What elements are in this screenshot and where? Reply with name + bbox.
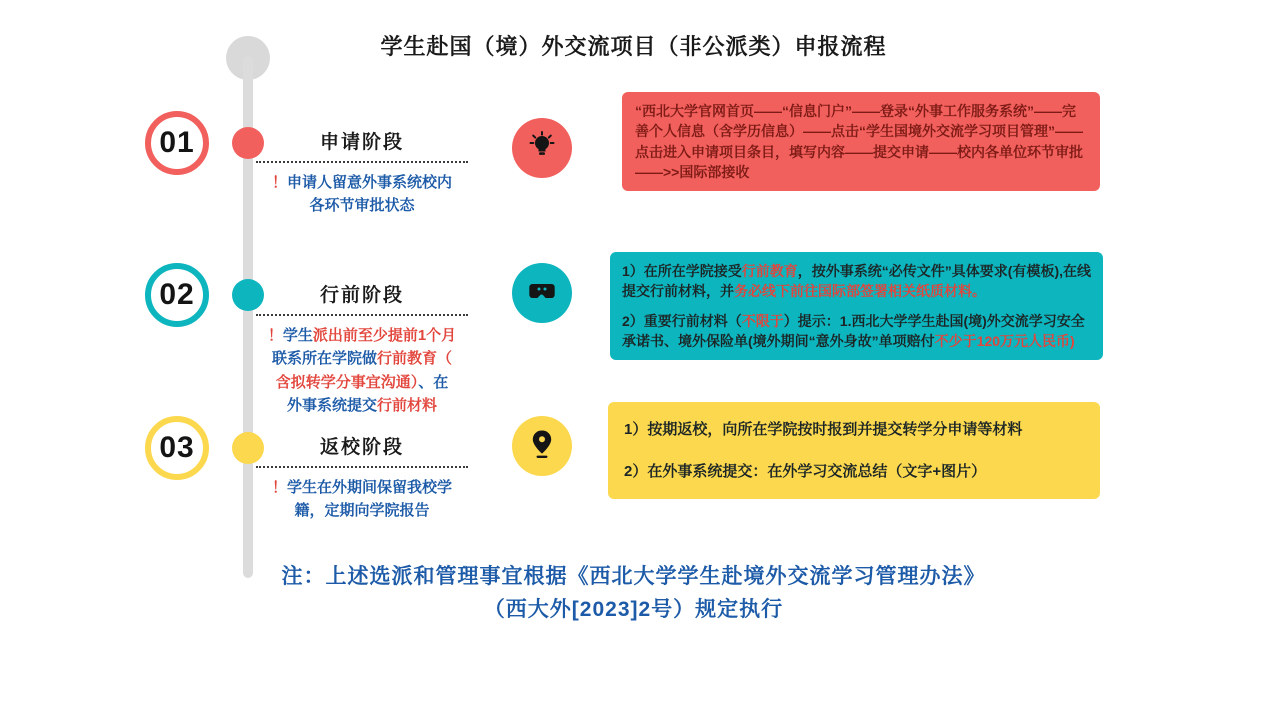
footer-note [0, 561, 1267, 626]
stage-1-info-text: “西北大学官网首页——“信息门户”——登录“外事工作服务系统”——完善个人信息（含学历信息）——点击“学生国境外交流学习项目管理”——点击进入申请项目条目，填写内容——提交申请——校内各单位环节审批——>>国际部接收 [635, 103, 1083, 180]
stage-1-number: 01 [159, 126, 195, 159]
stage-2-label-block [256, 280, 468, 417]
stage-3-icon-circle [512, 416, 572, 476]
vr-goggles-icon [525, 274, 559, 313]
location-pin-icon [525, 427, 559, 466]
footer-note-line-1: 注：上述选派和管理事宜根据《西北大学学生赴境外交流学习管理办法》 [281, 565, 986, 588]
stage-2-note: ！学生派出前至少提前1个月 联系所在学院做行前教育（ 含拟转学分事宜沟通）、在 外事系统提交行前材料 [267, 327, 457, 414]
stage-2-info-text-2: 2）重要行前材料（不限于）提示：1.西北大学学生赴国(境)外交流学习安全承诺书、境外保险单(境外期间“意外身故”单项赔付不少于120万元人民币) [622, 312, 1085, 349]
stage-1-icon-circle [512, 118, 572, 178]
stage-1-note: ！申请人留意外事系统校内 各环节审批状态 [271, 174, 453, 215]
stage-2-info-box [610, 252, 1103, 360]
footer-note-line-2: （西大外[2023]2号）规定执行 [483, 597, 784, 621]
stage-3-info-text-1: 1）按期返校，向所在学院按时报到并提交转学分申请等材料 [624, 421, 1023, 438]
stage-2-number-badge [145, 263, 209, 327]
stage-1-info-box [622, 92, 1100, 191]
stage-3-number-badge [145, 416, 209, 480]
stage-3-label-block [256, 432, 468, 523]
stage-2-title: 行前阶段 [256, 280, 468, 316]
stage-2-icon-circle [512, 263, 572, 323]
stage-3-number: 03 [159, 431, 195, 464]
page-title: 学生赴国（境）外交流项目（非公派类）申报流程 [380, 34, 887, 59]
stage-2-info-text-1: 1）在所在学院接受行前教育，按外事系统“必传文件”具体要求(有模板),在线提交行前材料，并务必线下前往国际部签署相关纸质材料。 [622, 263, 1092, 300]
stage-1-label-block [256, 127, 468, 218]
stage-3-title: 返校阶段 [256, 432, 468, 468]
stage-1-number-badge [145, 111, 209, 175]
stage-3-note: ！学生在外期间保留我校学 籍，定期向学院报告 [271, 479, 453, 520]
stage-2-number: 02 [159, 278, 195, 311]
stage-3-info-box [608, 402, 1100, 499]
lightbulb-icon [525, 129, 559, 168]
stage-3-info-text-2: 2）在外事系统提交：在外学习交流总结（文字+图片） [624, 463, 987, 480]
stage-1-title: 申请阶段 [256, 127, 468, 163]
